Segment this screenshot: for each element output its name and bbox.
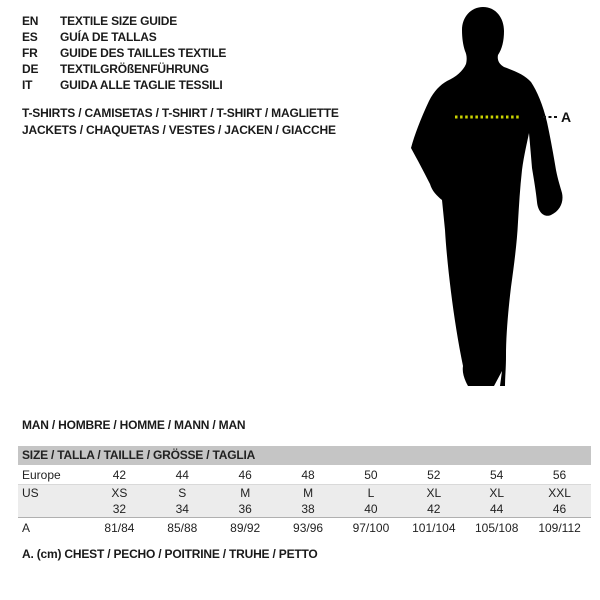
row-label: Europe bbox=[18, 465, 88, 485]
cell: XS bbox=[88, 485, 151, 502]
lang-code: FR bbox=[22, 46, 38, 60]
cell: 44 bbox=[465, 501, 528, 518]
cell: 81/84 bbox=[88, 518, 151, 538]
cell: 52 bbox=[402, 465, 465, 485]
cell: 42 bbox=[88, 465, 151, 485]
cell: 38 bbox=[277, 501, 340, 518]
lang-label: TEXTILGRÖßENFÜHRUNG bbox=[60, 62, 209, 76]
section-title: MAN / HOMBRE / HOMME / MANN / MAN bbox=[22, 418, 246, 432]
cell: 36 bbox=[214, 501, 277, 518]
size-table-header: SIZE / TALLA / TAILLE / GRÖSSE / TAGLIA bbox=[18, 446, 591, 465]
cell: 101/104 bbox=[402, 518, 465, 538]
lang-label: GUIDE DES TAILLES TEXTILE bbox=[60, 46, 227, 60]
cell: 50 bbox=[340, 465, 403, 485]
lang-row-en bbox=[22, 13, 226, 29]
row-label: A bbox=[18, 518, 88, 538]
lang-code: EN bbox=[22, 14, 39, 28]
table-row-us bbox=[18, 485, 591, 502]
lang-label: GUÍA DE TALLAS bbox=[60, 30, 157, 44]
cell: M bbox=[214, 485, 277, 502]
cell: XL bbox=[402, 485, 465, 502]
lang-code: ES bbox=[22, 30, 38, 44]
cell: 34 bbox=[151, 501, 214, 518]
lang-row-fr bbox=[22, 45, 226, 61]
category-tshirts: T-SHIRTS / CAMISETAS / T-SHIRT / T-SHIRT / MAGLIETTE bbox=[22, 106, 339, 120]
lang-row-de bbox=[22, 61, 226, 77]
cell: 48 bbox=[277, 465, 340, 485]
cell: 85/88 bbox=[151, 518, 214, 538]
lang-code: DE bbox=[22, 62, 39, 76]
lang-label: GUIDA ALLE TAGLIE TESSILI bbox=[60, 78, 223, 92]
size-table bbox=[18, 446, 591, 537]
cell: 32 bbox=[88, 501, 151, 518]
row-label bbox=[18, 501, 88, 518]
man-silhouette-figure bbox=[400, 0, 580, 400]
man-silhouette bbox=[411, 7, 563, 386]
lang-code: IT bbox=[22, 78, 33, 92]
size-table-grid bbox=[18, 465, 591, 537]
lang-row-it bbox=[22, 77, 226, 93]
table-row-europe bbox=[18, 465, 591, 485]
cell: 54 bbox=[465, 465, 528, 485]
lang-label: TEXTILE SIZE GUIDE bbox=[60, 14, 178, 28]
cell: 89/92 bbox=[214, 518, 277, 538]
cell: XXL bbox=[528, 485, 591, 502]
cell: 56 bbox=[528, 465, 591, 485]
table-row-numeric bbox=[18, 501, 591, 518]
cell: 44 bbox=[151, 465, 214, 485]
cell: 46 bbox=[214, 465, 277, 485]
cell: 42 bbox=[402, 501, 465, 518]
row-label: US bbox=[18, 485, 88, 502]
cell: M bbox=[277, 485, 340, 502]
cell: 46 bbox=[528, 501, 591, 518]
cell: XL bbox=[465, 485, 528, 502]
cell: L bbox=[340, 485, 403, 502]
measure-label-a: A bbox=[561, 109, 572, 125]
cell: 105/108 bbox=[465, 518, 528, 538]
language-list bbox=[22, 13, 226, 93]
table-row-a-chest bbox=[18, 518, 591, 538]
cell: 109/112 bbox=[528, 518, 591, 538]
cell: S bbox=[151, 485, 214, 502]
measurement-footnote: A. (cm) CHEST / PECHO / POITRINE / TRUHE / PETTO bbox=[22, 547, 318, 561]
garment-categories bbox=[22, 105, 339, 139]
cell: 93/96 bbox=[277, 518, 340, 538]
cell: 97/100 bbox=[340, 518, 403, 538]
lang-row-es bbox=[22, 29, 226, 45]
category-jackets: JACKETS / CHAQUETAS / VESTES / JACKEN / GIACCHE bbox=[22, 123, 336, 137]
cell: 40 bbox=[340, 501, 403, 518]
